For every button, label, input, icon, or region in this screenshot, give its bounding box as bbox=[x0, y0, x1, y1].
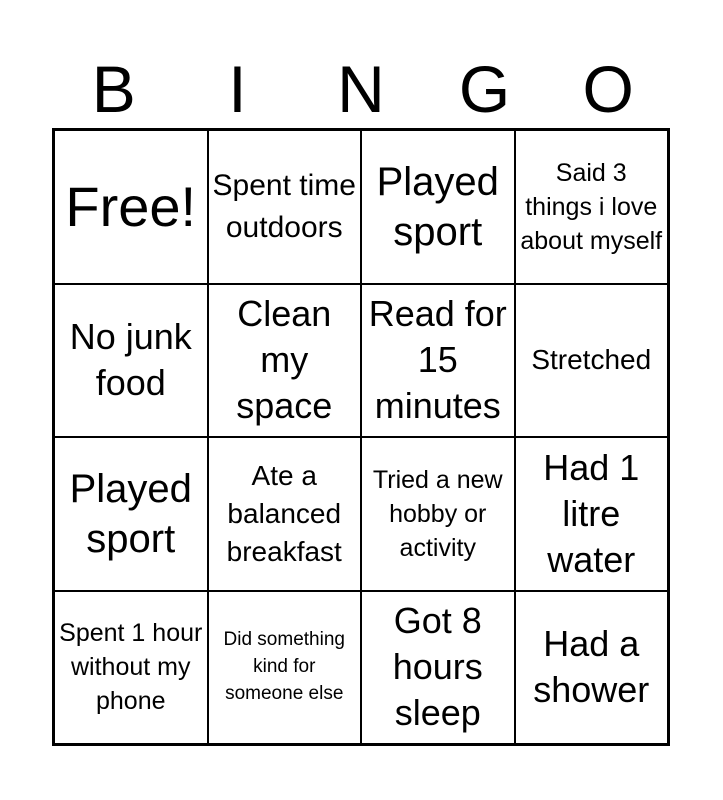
bingo-cell[interactable]: Did something kind for someone else bbox=[208, 591, 362, 745]
bingo-cell[interactable]: Tried a new hobby or activity bbox=[361, 437, 515, 591]
bingo-cell[interactable]: Played sport bbox=[54, 437, 208, 591]
bingo-cell[interactable]: Played sport bbox=[361, 130, 515, 284]
header-letter-n: N bbox=[337, 52, 385, 126]
header-letter-b: B bbox=[91, 52, 136, 126]
bingo-cell[interactable]: Ate a balanced breakfast bbox=[208, 437, 362, 591]
bingo-cell[interactable]: Spent 1 hour without my phone bbox=[54, 591, 208, 745]
bingo-cell[interactable]: Had 1 litre water bbox=[515, 437, 669, 591]
bingo-cell[interactable]: Got 8 hours sleep bbox=[361, 591, 515, 745]
bingo-cell[interactable]: Said 3 things i love about myself bbox=[515, 130, 669, 284]
bingo-header bbox=[52, 50, 670, 128]
header-letter-i: I bbox=[228, 52, 247, 126]
bingo-cell[interactable]: No junk food bbox=[54, 284, 208, 438]
bingo-cell-free[interactable]: Free! bbox=[54, 130, 208, 284]
header-letter-o: O bbox=[582, 52, 634, 126]
bingo-cell[interactable]: Spent time outdoors bbox=[208, 130, 362, 284]
bingo-cell[interactable]: Stretched bbox=[515, 284, 669, 438]
bingo-cell[interactable]: Read for 15 minutes bbox=[361, 284, 515, 438]
header-letter-g: G bbox=[458, 52, 511, 126]
bingo-cell[interactable]: Had a shower bbox=[515, 591, 669, 745]
bingo-board bbox=[52, 128, 670, 746]
bingo-cell[interactable]: Clean my space bbox=[208, 284, 362, 438]
